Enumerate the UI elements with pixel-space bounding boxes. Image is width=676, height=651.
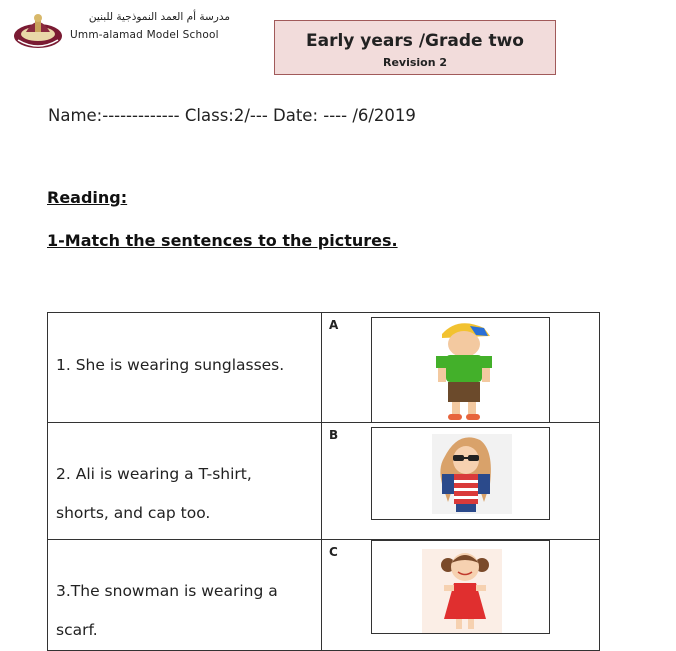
picture-letter: C — [329, 545, 338, 559]
school-name-arabic: مدرسة أم العمد النموذجية للبنين — [88, 11, 230, 23]
matching-table — [47, 312, 600, 651]
picture-letter: B — [329, 428, 339, 442]
picture-cell — [322, 540, 600, 651]
title-box — [274, 20, 556, 75]
picture-cell — [322, 313, 600, 423]
boy-cap-tshirt-shorts-icon — [372, 318, 549, 422]
name-class-date-line: Name:------------- Class:2/--- Date: ---- /6/2019 — [48, 106, 416, 125]
girl-red-dress-icon — [372, 541, 549, 633]
sentence-text: 2. Ali is wearing a T-shirt, — [56, 465, 252, 483]
picture-frame — [371, 427, 550, 520]
sentence-cell — [48, 313, 322, 423]
section-heading: Reading: — [47, 188, 128, 207]
table-row — [48, 313, 600, 423]
sentence-cell — [48, 540, 322, 651]
sentence-cell — [48, 423, 322, 540]
sentence-text: 1. She is wearing sunglasses. — [56, 356, 285, 374]
school-logo — [12, 10, 64, 50]
school-name-english: Umm-alamad Model School — [70, 29, 219, 41]
sentence-text: 3.The snowman is wearing a — [56, 582, 278, 600]
worksheet-title: Early years /Grade two — [306, 31, 524, 51]
table-row — [48, 423, 600, 540]
sentence-text: shorts, and cap too. — [56, 504, 211, 522]
sentence-text: scarf. — [56, 621, 98, 639]
exercise-instruction: 1-Match the sentences to the pictures. — [47, 231, 398, 250]
girl-sunglasses-icon — [372, 428, 549, 519]
picture-frame — [371, 317, 550, 423]
table-row — [48, 540, 600, 651]
worksheet-subtitle: Revision 2 — [382, 56, 448, 69]
picture-letter: A — [329, 318, 339, 332]
picture-frame — [371, 540, 550, 634]
picture-cell — [322, 423, 600, 540]
